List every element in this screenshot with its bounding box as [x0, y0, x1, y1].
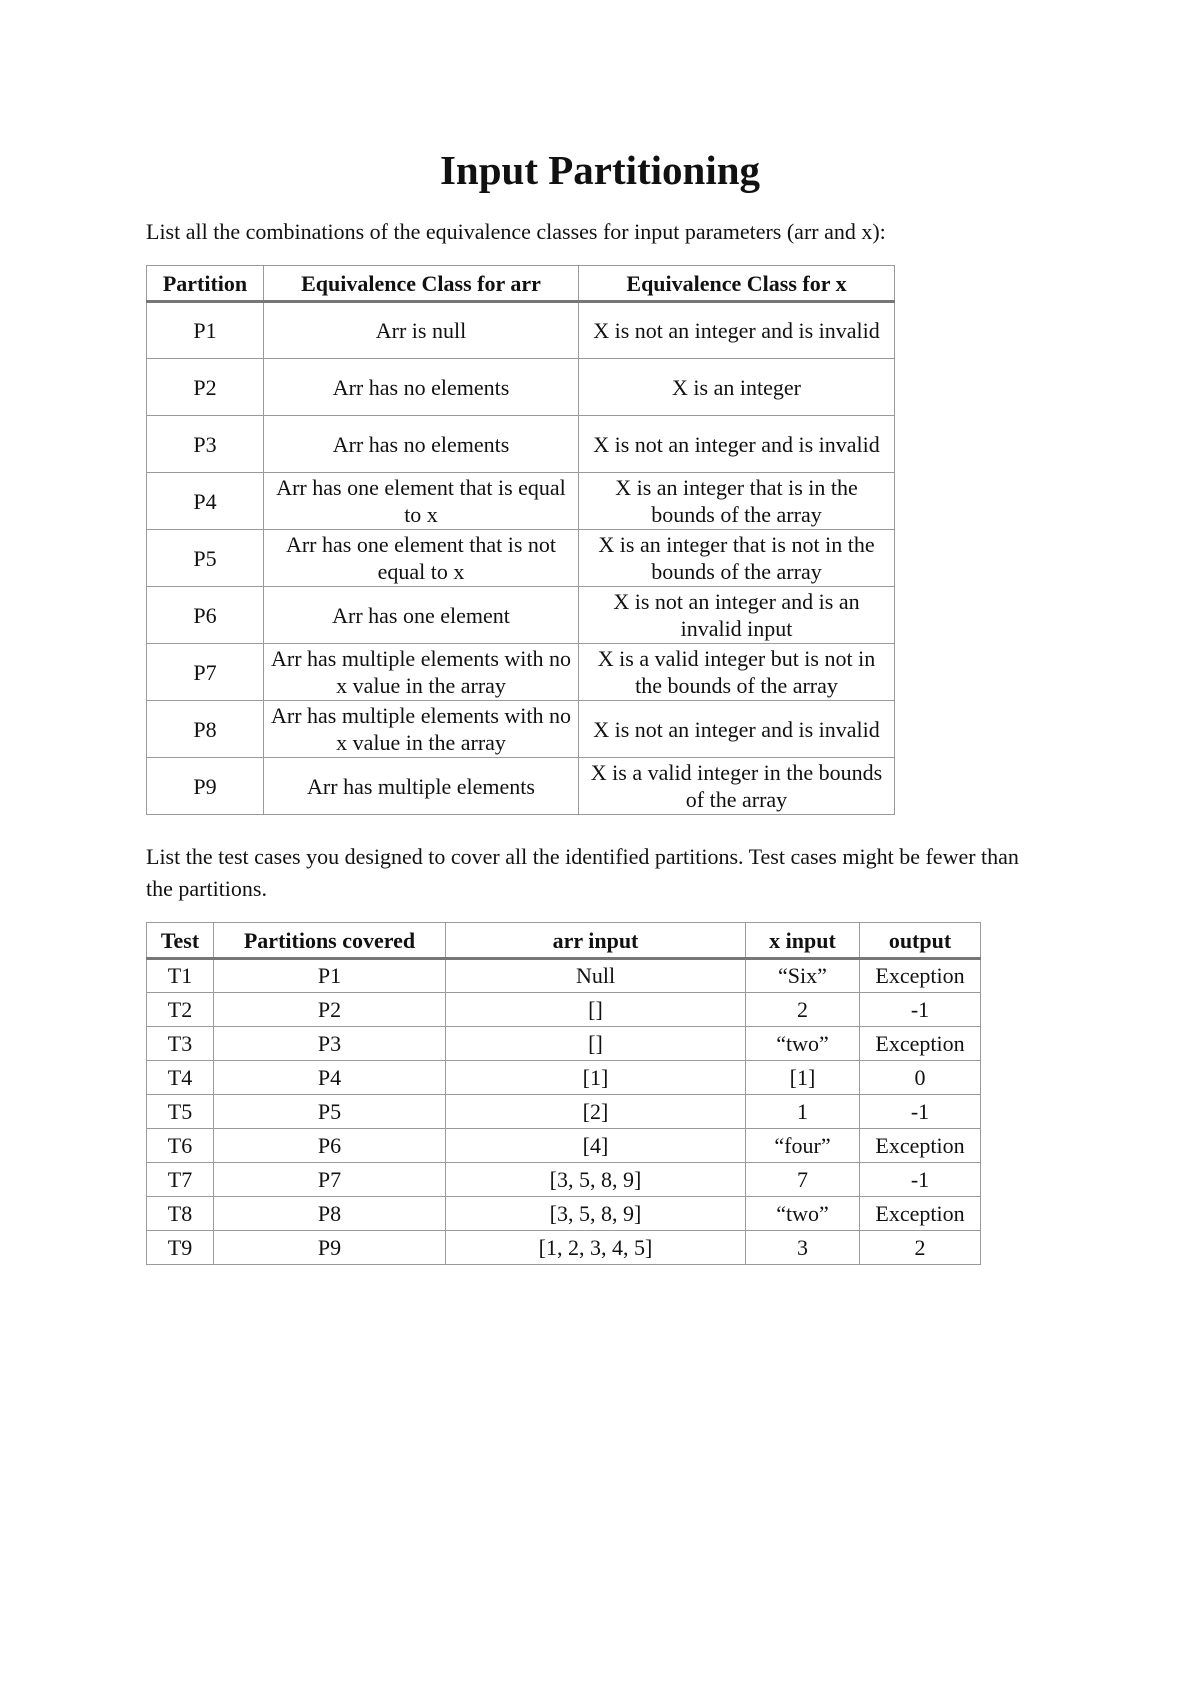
test-row	[147, 1197, 981, 1231]
header-x-input: x input	[746, 923, 860, 959]
arr-input-cell: [2]	[446, 1095, 746, 1129]
output-cell: -1	[860, 1095, 981, 1129]
arr-class-cell: Arr has one element that is not equal to x	[264, 530, 579, 587]
test-case-table	[146, 922, 981, 1265]
partition-row	[147, 302, 895, 359]
partition-id-cell: P2	[147, 359, 264, 416]
x-input-cell: 7	[746, 1163, 860, 1197]
arr-input-cell: [3, 5, 8, 9]	[446, 1163, 746, 1197]
arr-class-cell: Arr has multiple elements	[264, 758, 579, 815]
test-id-cell: T8	[147, 1197, 214, 1231]
output-cell: Exception	[860, 1027, 981, 1061]
arr-input-cell: [4]	[446, 1129, 746, 1163]
test-id-cell: T4	[147, 1061, 214, 1095]
x-input-cell: “Six”	[746, 959, 860, 993]
arr-class-cell: Arr has one element that is equal to x	[264, 473, 579, 530]
partition-id-cell: P5	[147, 530, 264, 587]
arr-class-cell: Arr has no elements	[264, 416, 579, 473]
x-input-cell: “four”	[746, 1129, 860, 1163]
partitions-covered-cell: P5	[214, 1095, 446, 1129]
output-cell: -1	[860, 1163, 981, 1197]
x-class-cell: X is an integer that is in the bounds of the array	[579, 473, 895, 530]
x-class-cell: X is an integer that is not in the bounds of the array	[579, 530, 895, 587]
arr-input-cell: Null	[446, 959, 746, 993]
partition-row	[147, 701, 895, 758]
partition-row	[147, 644, 895, 701]
test-row	[147, 959, 981, 993]
header-arr-input: arr input	[446, 923, 746, 959]
partitions-covered-cell: P6	[214, 1129, 446, 1163]
header-output: output	[860, 923, 981, 959]
header-arr-class: Equivalence Class for arr	[264, 266, 579, 302]
arr-input-cell: []	[446, 1027, 746, 1061]
x-class-cell: X is an integer	[579, 359, 895, 416]
arr-input-cell: []	[446, 993, 746, 1027]
test-id-cell: T3	[147, 1027, 214, 1061]
partition-id-cell: P9	[147, 758, 264, 815]
test-id-cell: T6	[147, 1129, 214, 1163]
partitions-covered-cell: P7	[214, 1163, 446, 1197]
partition-id-cell: P3	[147, 416, 264, 473]
x-class-cell: X is not an integer and is invalid	[579, 302, 895, 359]
partition-id-cell: P1	[147, 302, 264, 359]
x-input-cell: “two”	[746, 1027, 860, 1061]
arr-input-cell: [1]	[446, 1061, 746, 1095]
x-class-cell: X is a valid integer in the bounds of the array	[579, 758, 895, 815]
partitions-covered-cell: P8	[214, 1197, 446, 1231]
arr-class-cell: Arr is null	[264, 302, 579, 359]
x-input-cell: “two”	[746, 1197, 860, 1231]
x-class-cell: X is a valid integer but is not in the bounds of the array	[579, 644, 895, 701]
output-cell: 0	[860, 1061, 981, 1095]
test-row	[147, 1231, 981, 1265]
test-id-cell: T9	[147, 1231, 214, 1265]
partition-table-header-row	[147, 266, 895, 302]
partitions-covered-cell: P9	[214, 1231, 446, 1265]
partition-id-cell: P8	[147, 701, 264, 758]
x-input-cell: 1	[746, 1095, 860, 1129]
x-class-cell: X is not an integer and is invalid	[579, 701, 895, 758]
partition-row	[147, 758, 895, 815]
test-row	[147, 1129, 981, 1163]
arr-class-cell: Arr has multiple elements with no x value in the array	[264, 644, 579, 701]
partitions-covered-cell: P2	[214, 993, 446, 1027]
output-cell: Exception	[860, 959, 981, 993]
x-class-cell: X is not an integer and is invalid	[579, 416, 895, 473]
x-input-cell: [1]	[746, 1061, 860, 1095]
arr-class-cell: Arr has one element	[264, 587, 579, 644]
x-class-cell: X is not an integer and is an invalid input	[579, 587, 895, 644]
partitions-covered-cell: P3	[214, 1027, 446, 1061]
test-case-instructions: List the test cases you designed to cover all the identified partitions. Test cases might be fewer than the partitions.	[146, 844, 1019, 901]
header-x-class: Equivalence Class for x	[579, 266, 895, 302]
header-test: Test	[147, 923, 214, 959]
arr-input-cell: [3, 5, 8, 9]	[446, 1197, 746, 1231]
header-partitions-covered: Partitions covered	[214, 923, 446, 959]
output-cell: 2	[860, 1231, 981, 1265]
test-id-cell: T2	[147, 993, 214, 1027]
partitions-covered-cell: P4	[214, 1061, 446, 1095]
partition-id-cell: P7	[147, 644, 264, 701]
partition-row	[147, 587, 895, 644]
partition-instructions: List all the combinations of the equivalence classes for input parameters (arr and x):	[146, 219, 886, 244]
partition-row	[147, 359, 895, 416]
partition-id-cell: P6	[147, 587, 264, 644]
partition-id-cell: P4	[147, 473, 264, 530]
test-row	[147, 1061, 981, 1095]
output-cell: -1	[860, 993, 981, 1027]
arr-input-cell: [1, 2, 3, 4, 5]	[446, 1231, 746, 1265]
page-title: Input Partitioning	[439, 147, 761, 193]
test-row	[147, 1095, 981, 1129]
arr-class-cell: Arr has no elements	[264, 359, 579, 416]
output-cell: Exception	[860, 1129, 981, 1163]
x-input-cell: 3	[746, 1231, 860, 1265]
test-id-cell: T1	[147, 959, 214, 993]
partition-table	[146, 265, 895, 815]
header-partition: Partition	[147, 266, 264, 302]
test-row	[147, 993, 981, 1027]
partitions-covered-cell: P1	[214, 959, 446, 993]
test-id-cell: T7	[147, 1163, 214, 1197]
test-id-cell: T5	[147, 1095, 214, 1129]
test-row	[147, 1163, 981, 1197]
output-cell: Exception	[860, 1197, 981, 1231]
partition-row	[147, 473, 895, 530]
x-input-cell: 2	[746, 993, 860, 1027]
partition-row	[147, 530, 895, 587]
partition-row	[147, 416, 895, 473]
test-row	[147, 1027, 981, 1061]
arr-class-cell: Arr has multiple elements with no x value in the array	[264, 701, 579, 758]
test-table-header-row	[147, 923, 981, 959]
